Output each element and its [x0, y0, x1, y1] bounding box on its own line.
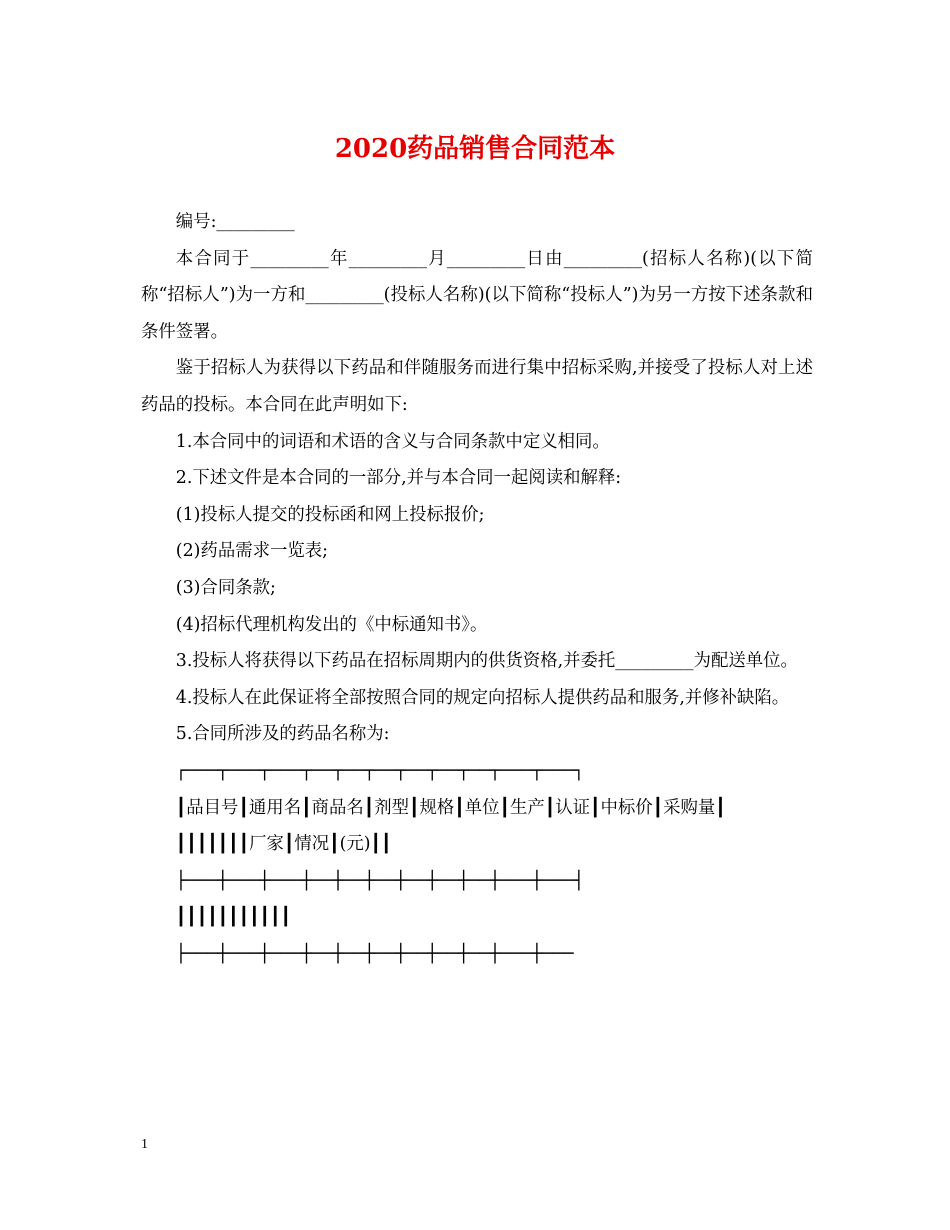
paragraph-clause-2-item-1: (1)投标人提交的投标函和网上投标报价; — [175, 504, 485, 525]
paragraph-clause-2-item-2: (2)药品需求一览表; — [175, 541, 329, 562]
page-number: 1 — [141, 1137, 148, 1152]
paragraph-clause-2: 2.下述文件是本合同的一部分,并与本合同一起阅读和解释: — [175, 468, 622, 489]
paragraph-clause-4: 4.投标人在此保证将全部按照合同的规定向招标人提供药品和服务,并修补缺陷。 — [175, 687, 790, 708]
paragraph-clause-2-item-4: (4)招标代理机构发出的《中标通知书》。 — [175, 614, 488, 635]
table-divider-bottom: ├───┼───┼───┼──┼──┼──┼──┼──┼──┼───┼─── — [175, 943, 574, 964]
paragraph-clause-2-item-3: (3)合同条款; — [175, 577, 276, 598]
table-border-top: ┌───┬───┬───┬──┬──┬──┬──┬──┬──┬───┬───┐ — [175, 760, 585, 781]
document-title: 2020药品销售合同范本 — [334, 134, 616, 164]
paragraph-parties: 本合同于_________年_________月_________日由_________(招标人名称)(以下简称“招标人”)为一方和_________(投标人名称)(以下简称“投标人”)为另一方按下述条款和条件签署。 — [141, 248, 813, 342]
paragraph-serial-number: 编号:_________ — [175, 212, 295, 232]
document-body — [141, 204, 813, 972]
paragraph-recital: 鉴于招标人为获得以下药品和伴随服务而进行集中招标采购,并接受了投标人对上述药品的投标。本合同在此声明如下: — [141, 358, 813, 415]
paragraph-clause-3: 3.投标人将获得以下药品在招标周期内的供货资格,并委托_________为配送单位。 — [175, 651, 798, 672]
table-empty-row: ┃┃┃┃┃┃┃┃┃┃┃ — [175, 907, 291, 928]
table-header-row-2: ┃┃┃┃┃┃┃厂家┃情况┃(元)┃┃ — [175, 834, 392, 855]
table-divider: ├───┼───┼───┼──┼──┼──┼──┼──┼──┼───┼───┤ — [175, 870, 585, 891]
paragraph-clause-1: 1.本合同中的词语和术语的含义与合同条款中定义相同。 — [175, 431, 610, 452]
table-header-row-1: ┃品目号┃通用名┃商品名┃剂型┃规格┃单位┃生产┃认证┃中标价┃采购量┃ — [175, 797, 726, 818]
paragraph-clause-5: 5.合同所涉及的药品名称为: — [175, 724, 390, 745]
